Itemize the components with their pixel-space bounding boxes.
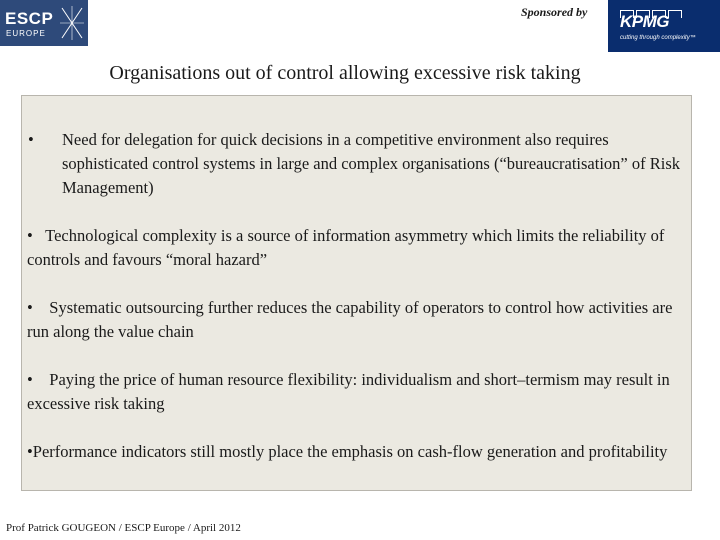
bullet-text: Performance indicators still mostly place the emphasis on cash-flow generation and profitability <box>32 442 668 461</box>
bullet-item <box>27 224 687 272</box>
bullet-marker: • <box>28 130 34 149</box>
bullet-text: Systematic outsourcing further reduces the capability of operators to control how activities are run along the value chain <box>27 298 673 341</box>
slide-title: Organisations out of control allowing excessive risk taking <box>109 62 581 84</box>
escp-logo <box>0 0 88 46</box>
bullet-text: Need for delegation for quick decisions in a competitive environment also requires sophisticated control systems in large and complex organisations (“bureaucratisation” of Risk Management) <box>62 130 680 197</box>
kpmg-logo <box>608 0 720 52</box>
bullet-text: Paying the price of human resource flexibility: individualism and short–termism may result in excessive risk taking <box>27 370 670 413</box>
kpmg-tagline: cutting through complexity™ <box>620 35 696 41</box>
escp-logo-name: ESCP <box>5 9 54 28</box>
kpmg-logo-name: KPMG <box>620 12 669 31</box>
bullet-item <box>27 296 687 344</box>
footer-credit: Prof Patrick GOUGEON / ESCP Europe / April 2012 <box>6 522 241 534</box>
sponsored-label: Sponsored by <box>521 5 588 19</box>
bullet-text: Technological complexity is a source of information asymmetry which limits the reliability of controls and favours “moral hazard” <box>27 226 665 269</box>
bullet-item <box>27 440 687 464</box>
bullet-marker: • <box>27 226 33 245</box>
bullet-marker: • <box>27 298 33 317</box>
bullet-item <box>27 368 687 416</box>
bullet-marker: • <box>27 370 33 389</box>
bullet-marker: • <box>27 442 33 461</box>
escp-star-icon <box>60 6 84 40</box>
escp-logo-sub: EUROPE <box>6 29 46 38</box>
